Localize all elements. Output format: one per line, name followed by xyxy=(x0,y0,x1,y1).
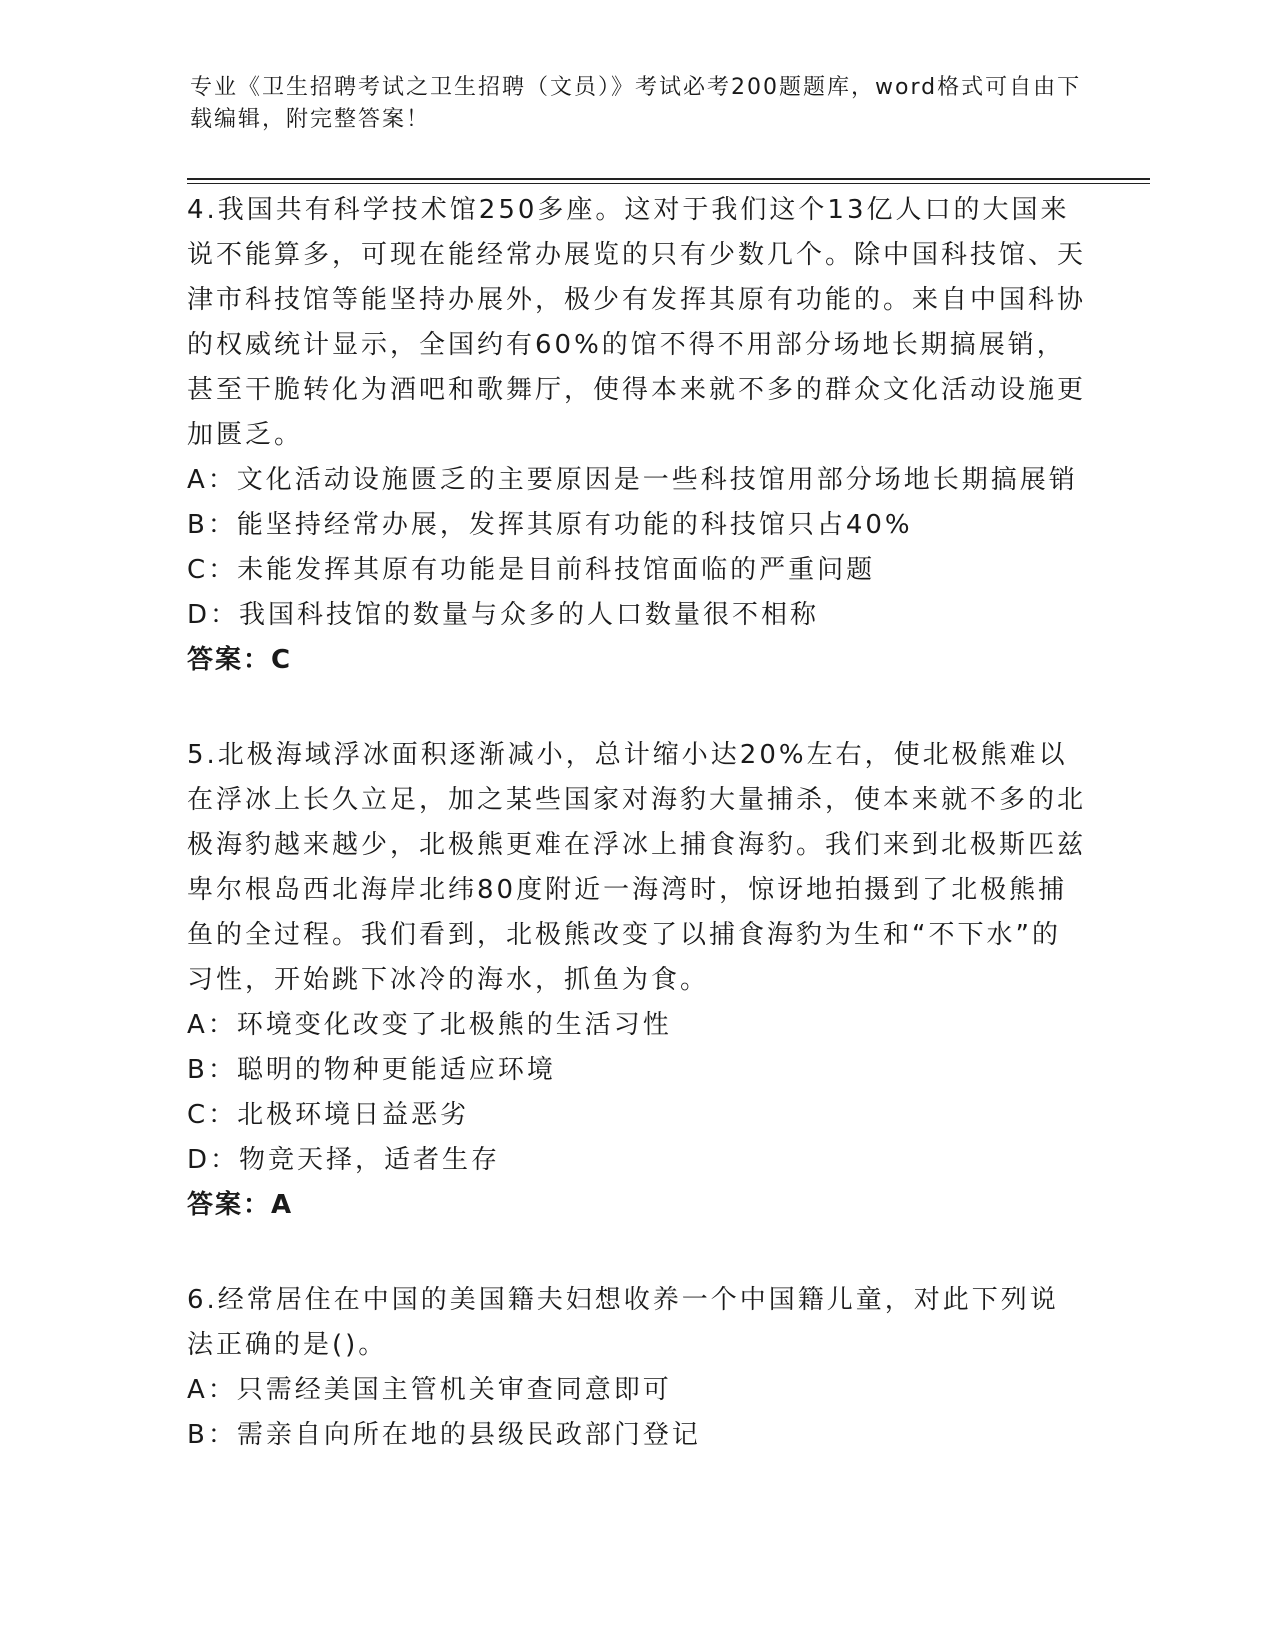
option-a: A：环境变化改变了北极熊的生活习性 xyxy=(187,1010,672,1040)
option-b: B：能坚持经常办展，发挥其原有功能的科技馆只占40% xyxy=(187,510,913,540)
option-c: C：未能发挥其原有功能是目前科技馆面临的严重问题 xyxy=(187,555,876,585)
question-stem: 4.我国共有科学技术馆250多座。这对于我们这个13亿人口的大国来说不能算多，可现在能经常办展览的只有少数几个。除中国科技馆、天津市科技馆等能坚持办展外，极少有发挥其原有功能的。来自中国科协的权威统计显示，全国约有60%的馆不得不用部分场地长期搞展销，甚至干脆转化为酒吧和歌舞厅，使得本来就不多的群众文化活动设施更加匮乏。 xyxy=(187,195,1087,450)
question-5 xyxy=(187,733,1087,1228)
question-stem: 6.经常居住在中国的美国籍夫妇想收养一个中国籍儿童，对此下列说法正确的是()。 xyxy=(187,1285,1059,1360)
option-b: B：聪明的物种更能适应环境 xyxy=(187,1055,556,1085)
question-4 xyxy=(187,188,1087,683)
option-d: D：我国科技馆的数量与众多的人口数量很不相称 xyxy=(187,600,820,630)
answer: 答案：C xyxy=(187,645,293,675)
option-d: D：物竞天择，适者生存 xyxy=(187,1145,501,1175)
question-6 xyxy=(187,1278,1087,1458)
option-c: C：北极环境日益恶劣 xyxy=(187,1100,470,1130)
question-stem: 5.北极海域浮冰面积逐渐减小，总计缩小达20%左右，使北极熊难以在浮冰上长久立足，加之某些国家对海豹大量捕杀，使本来就不多的北极海豹越来越少，北极熊更难在浮冰上捕食海豹。我们来到北极斯匹兹卑尔根岛西北海岸北纬80度附近一海湾时，惊讶地拍摄到了北极熊捕鱼的全过程。我们看到，北极熊改变了以捕食海豹为生和“不下水”的习性，开始跳下冰冷的海水，抓鱼为食。 xyxy=(187,740,1087,995)
document-header: 专业《卫生招聘考试之卫生招聘（文员）》考试必考200题题库，word格式可自由下载编辑，附完整答案！ xyxy=(190,75,1082,132)
header-divider-thin xyxy=(187,183,1150,184)
option-b: B：需亲自向所在地的县级民政部门登记 xyxy=(187,1420,701,1450)
option-a: A：只需经美国主管机关审查同意即可 xyxy=(187,1375,672,1405)
option-a: A：文化活动设施匮乏的主要原因是一些科技馆用部分场地长期搞展销 xyxy=(187,465,1078,495)
answer: 答案：A xyxy=(187,1190,294,1220)
header-divider-thick xyxy=(187,178,1150,180)
